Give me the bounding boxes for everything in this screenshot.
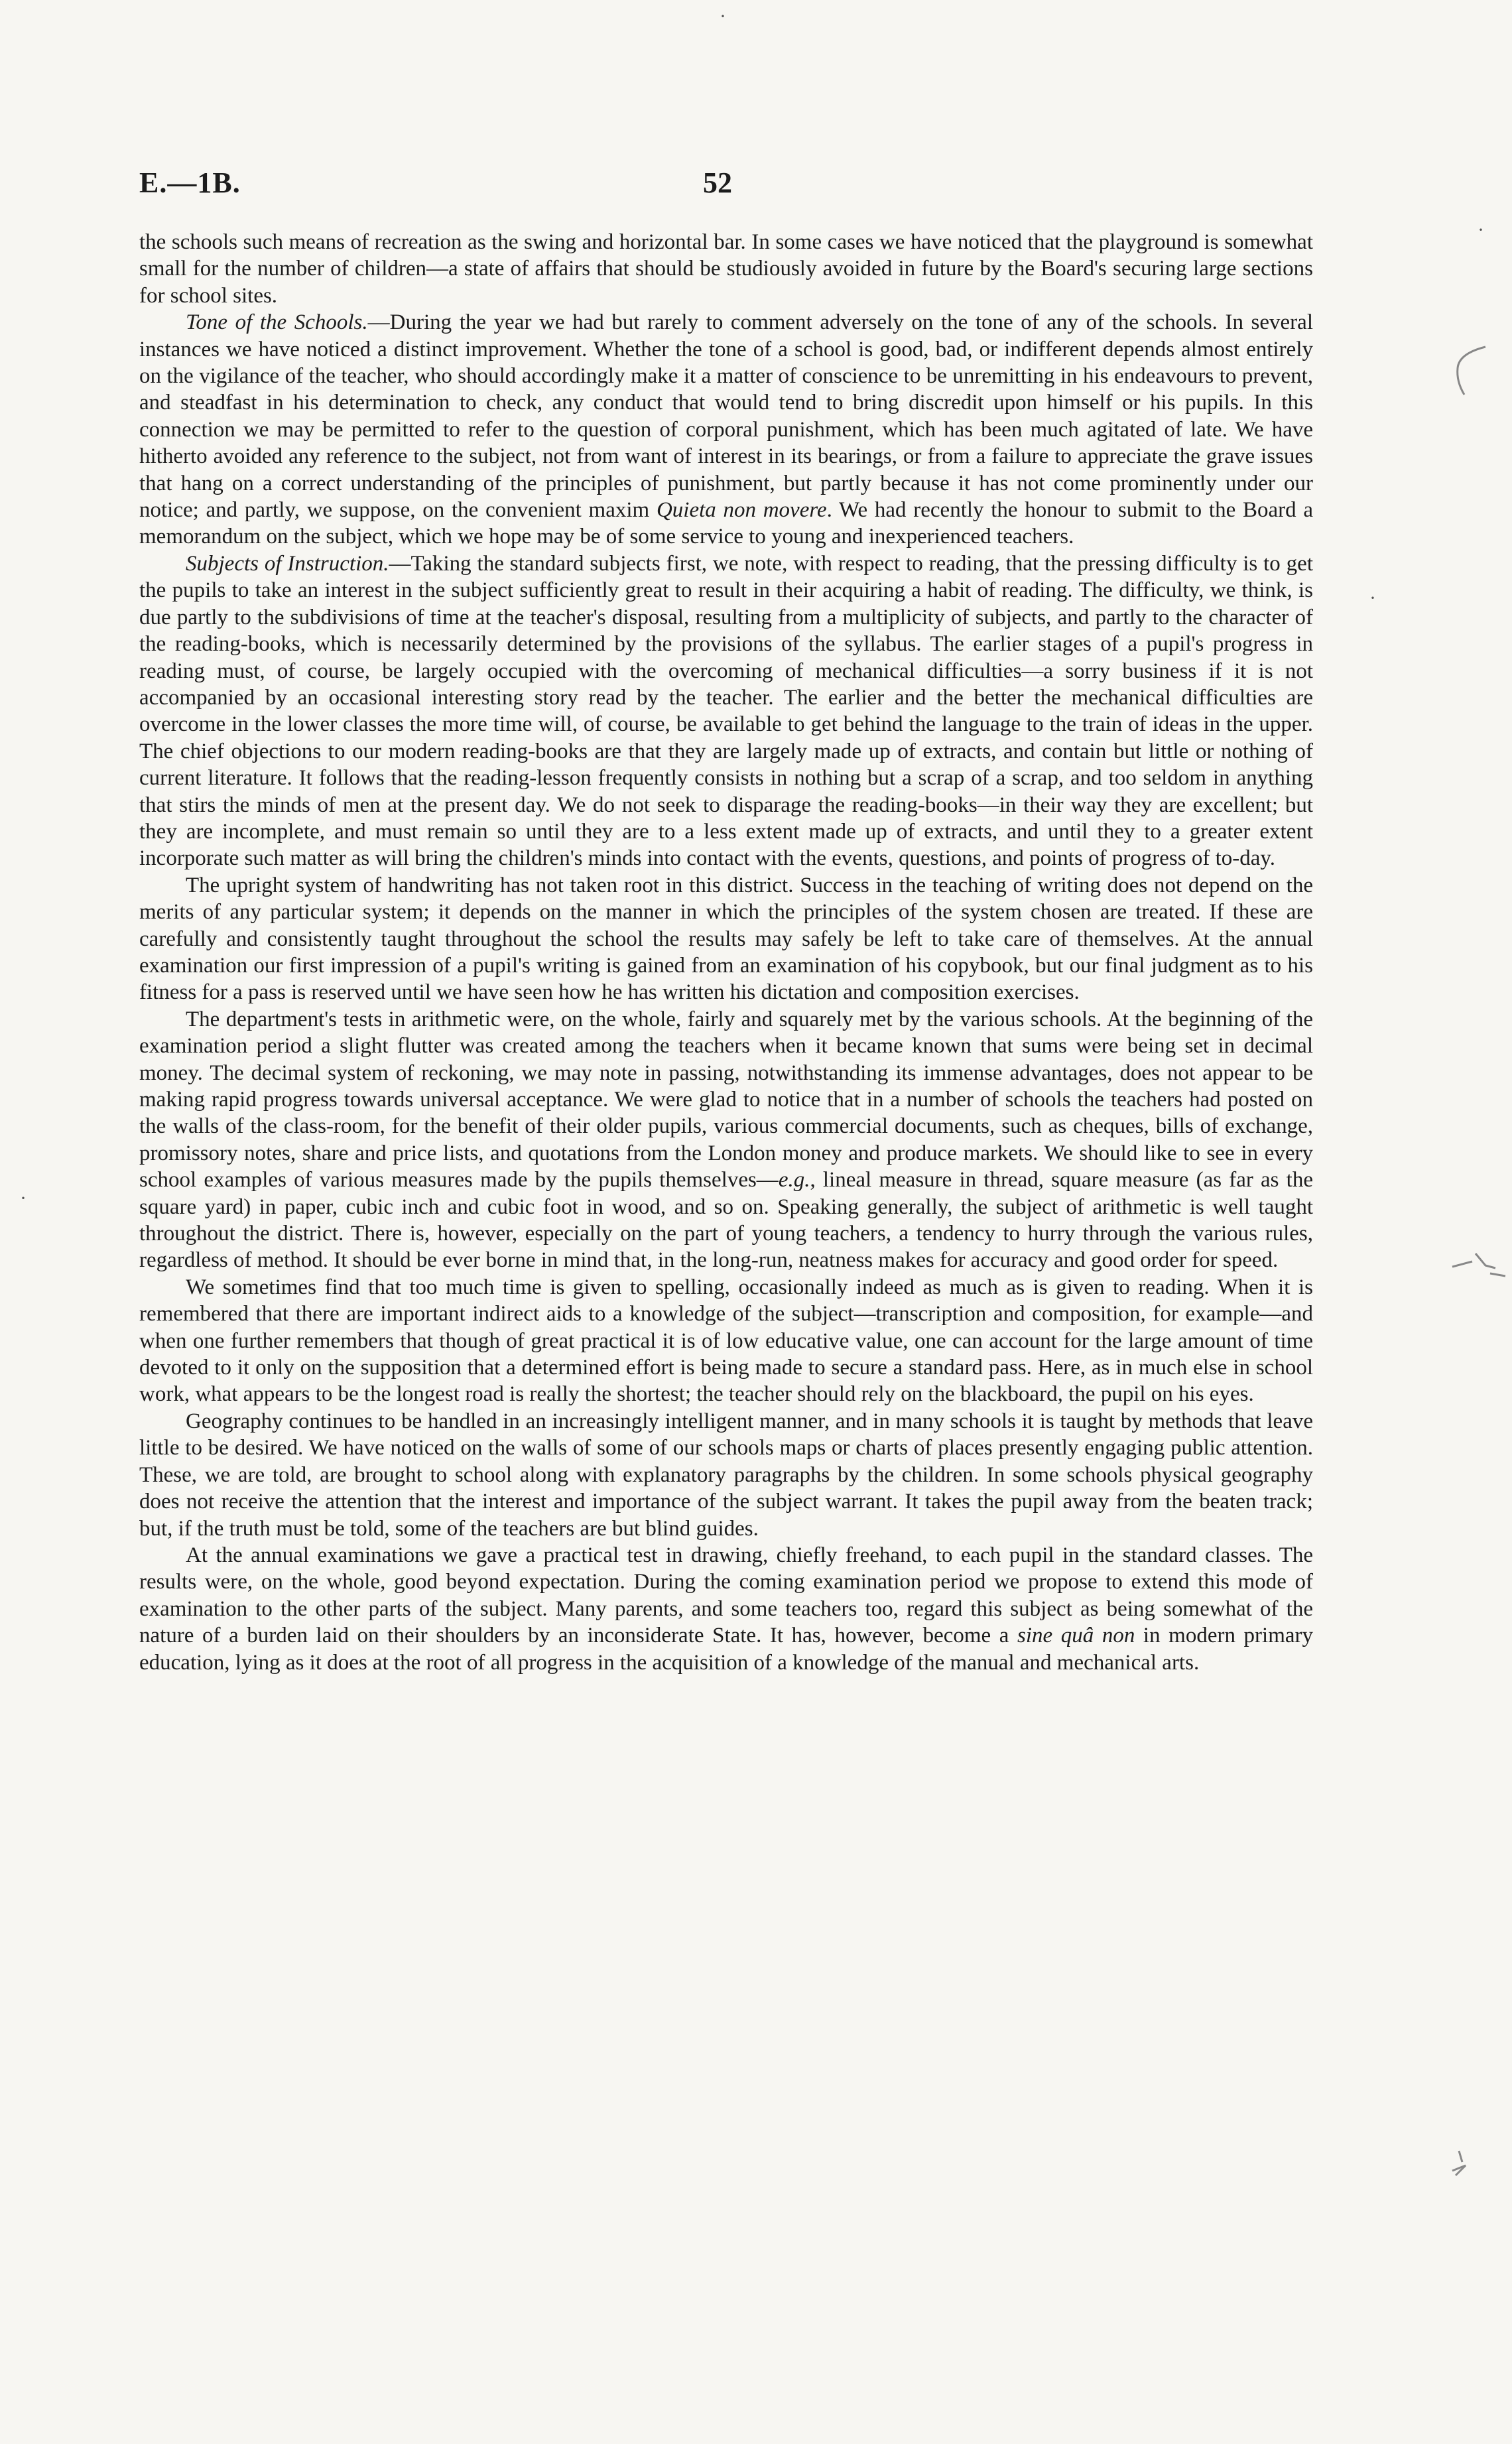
paragraph-text: We sometimes find that too much time is given to spelling, occasionally indeed as much as is given to reading. When it is remembered that there are important indirect aids to a knowledge of the subject—transcription and composition, for example—and when one further remembers that though of great practical it is of low educative value, one can account for the large amount of time devoted to it only on the supposition that a determined effort is being made to secure a standard pass. Here, as in much else in school work, what appears to be the longest road is really the shortest; the teacher should rely on the blackboard, the pupil on his eyes. bbox=[139, 1275, 1313, 1407]
document-reference: E.—1B. bbox=[139, 166, 241, 199]
paragraph-arithmetic bbox=[139, 1006, 1313, 1274]
paragraph-text: The department's tests in arithmetic were, on the whole, fairly and squarely met by the various schools. At the beginning of the examination period a slight flutter was created among the teachers when it became known that sums were being set in decimal money. The decimal system of reckoning, we may note in passing, notwithstanding its immense advantages, does not appear to be making rapid progress towards universal acceptance. We were glad to notice that in a number of schools the teachers had posted on the walls of the class-room, for the benefit of their older pupils, various commercial documents, such as cheques, bills of exchange, promissory notes, share and price lists, and quotations from the London money and produce markets. We should like to see in every school examples of various measures made by the pupils themselves— bbox=[139, 1007, 1313, 1192]
margin-pencil-mark bbox=[1442, 2146, 1476, 2179]
paragraph-handwriting bbox=[139, 872, 1313, 1006]
latin-phrase: sine quâ non bbox=[1017, 1624, 1135, 1648]
paragraph-text-tail: , lineal measure in thread, square measure (as far as the square yard) in paper, cubic inch and cubic foot in wood, and so on. Speaking generally, the subject of arithmetic is well taught throughout the district. There is, however, especially on the part of young teachers, a tendency to hurry through the various rules, regardless of method. It should be ever borne in mind that, in the long-run, neatness makes for accuracy and good order for speed. bbox=[139, 1168, 1313, 1273]
latin-maxim: Quieta non movere bbox=[656, 498, 827, 523]
paragraph-text: At the annual examinations we gave a practical test in drawing, chiefly freehand, to each pupil in the standard classes. The results were, on the whole, good beyond expectation. During the coming examination period we propose to extend this mode of examination to the other parts of the subject. Many parents, and some teachers too, regard this subject as being somewhat of the nature of a burden laid on their shoulders by an inconsiderate State. It has, however, become a bbox=[139, 1543, 1313, 1648]
section-heading-tone: Tone of the Schools. bbox=[186, 310, 368, 335]
paragraph-geography bbox=[139, 1408, 1313, 1542]
scan-speck: · bbox=[1478, 219, 1484, 241]
margin-pencil-mark bbox=[1449, 1247, 1509, 1287]
page-header bbox=[139, 166, 1313, 212]
paragraph-text-tail: . We had recently the honour to submit to the Board a memorandum on the subject, which we hope may be of some service to young and inexperienced teachers. bbox=[139, 498, 1313, 549]
page-number: 52 bbox=[703, 166, 732, 199]
paragraph-spelling bbox=[139, 1274, 1313, 1408]
paragraph-text: —During the year we had but rarely to comment adversely on the tone of any of the schools. In several instances we have noticed a distinct improvement. Whether the tone of a school is good, bad, or indifferent depends almost entirely on the vigilance of the teacher, who should accordingly make it a matter of conscience to be unremitting in his endeavours to prevent, and steadfast in his determination to check, any conduct that would tend to bring discredit upon himself or his pupils. In this connection we may be permitted to refer to the question of corporal punishment, which has been much agitated of late. We have hitherto avoided any reference to the subject, not from want of interest in its bearings, or from a failure to appreciate the grave issues that hang on a correct understanding of the principles of punishment, but partly because it has not come prominently under our notice; and partly, we suppose, on the convenient maxim bbox=[139, 310, 1313, 523]
paragraph-text: The upright system of handwriting has not taken root in this district. Success in the teaching of writing does not depend on the merits of any particular system; it depends on the manner in which the principles of the system chosen are treated. If these are carefully and consistently taught throughout the school the results may safely be left to take care of themselves. At the annual examination our first impression of a pupil's writing is gained from an examination of his copybook, but our final judgment as to his fitness for a pass is reserved until we have seen how he has written his dictation and composition exercises. bbox=[139, 873, 1313, 1005]
paragraph-text: —Taking the standard subjects first, we note, with respect to reading, that the pressing difficulty is to get the pupils to take an interest in the subject sufficiently great to result in their acquiring a habit of reading. The difficulty, we think, is due partly to the subdivisions of time at the teacher's disposal, resulting from a multiplicity of subjects, and partly to the character of the reading-books, which is necessarily determined by the provisions of the syllabus. The earlier stages of a pupil's progress in reading must, of course, be largely occupied with the overcoming of mechanical difficulties—a sorry business if it is not accompanied by an occasional interesting story read by the teacher. The earlier and the better the mechanical difficulties are overcome in the lower classes the more time will, of course, be available to get behind the language to the train of ideas in the upper. The chief objections to our modern reading-books are that they are largely made up of extracts, and contain but little or nothing of current literature. It follows that the reading-lesson frequently consists in nothing but a scrap of a scrap, and too seldom in anything that stirs the minds of men at the present day. We do not seek to disparage the reading-books—in their way they are excellent; but they are incomplete, and must remain so until they are to a less extent made up of extracts, and until they to a greater extent incorporate such matter as will bring the children's minds into contact with the events, questions, and points of progress of to-day. bbox=[139, 551, 1313, 871]
report-body bbox=[139, 229, 1313, 1676]
paragraph-text: Geography continues to be handled in an increasingly intelligent manner, and in many schools it is taught by methods that leave little to be desired. We have noticed on the walls of some of our schools maps or charts of places presently engaging public attention. These, we are told, are brought to school along with explanatory paragraphs by the children. In some schools physical geography does not receive the attention that the interest and importance of the subject warrant. It takes the pupil away from the beaten track; but, if the truth must be told, some of the teachers are but blind guides. bbox=[139, 1409, 1313, 1541]
paragraph-subjects-of-instruction bbox=[139, 550, 1313, 872]
paragraph-text-tail: in modern primary education, lying as it does at the root of all progress in the acquisition of a knowledge of the manual and mechanical arts. bbox=[139, 1624, 1313, 1675]
paragraph-text: the schools such means of recreation as the swing and horizontal bar. In some cases we have noticed that the playground is somewhat small for the number of children—a state of affairs that should be studiously avoided in future by the Board's securing large sections for school sites. bbox=[139, 230, 1313, 308]
scan-speck: · bbox=[20, 1187, 27, 1209]
paragraph-tone-of-schools bbox=[139, 309, 1313, 550]
paragraph-drawing bbox=[139, 1542, 1313, 1676]
scan-speck: · bbox=[1369, 587, 1376, 609]
abbreviation-eg: e.g. bbox=[778, 1168, 810, 1192]
margin-pencil-mark bbox=[1446, 342, 1492, 401]
section-heading-subjects: Subjects of Instruction. bbox=[186, 551, 389, 576]
paragraph-recreation bbox=[139, 229, 1313, 309]
scan-speck: · bbox=[720, 5, 726, 27]
